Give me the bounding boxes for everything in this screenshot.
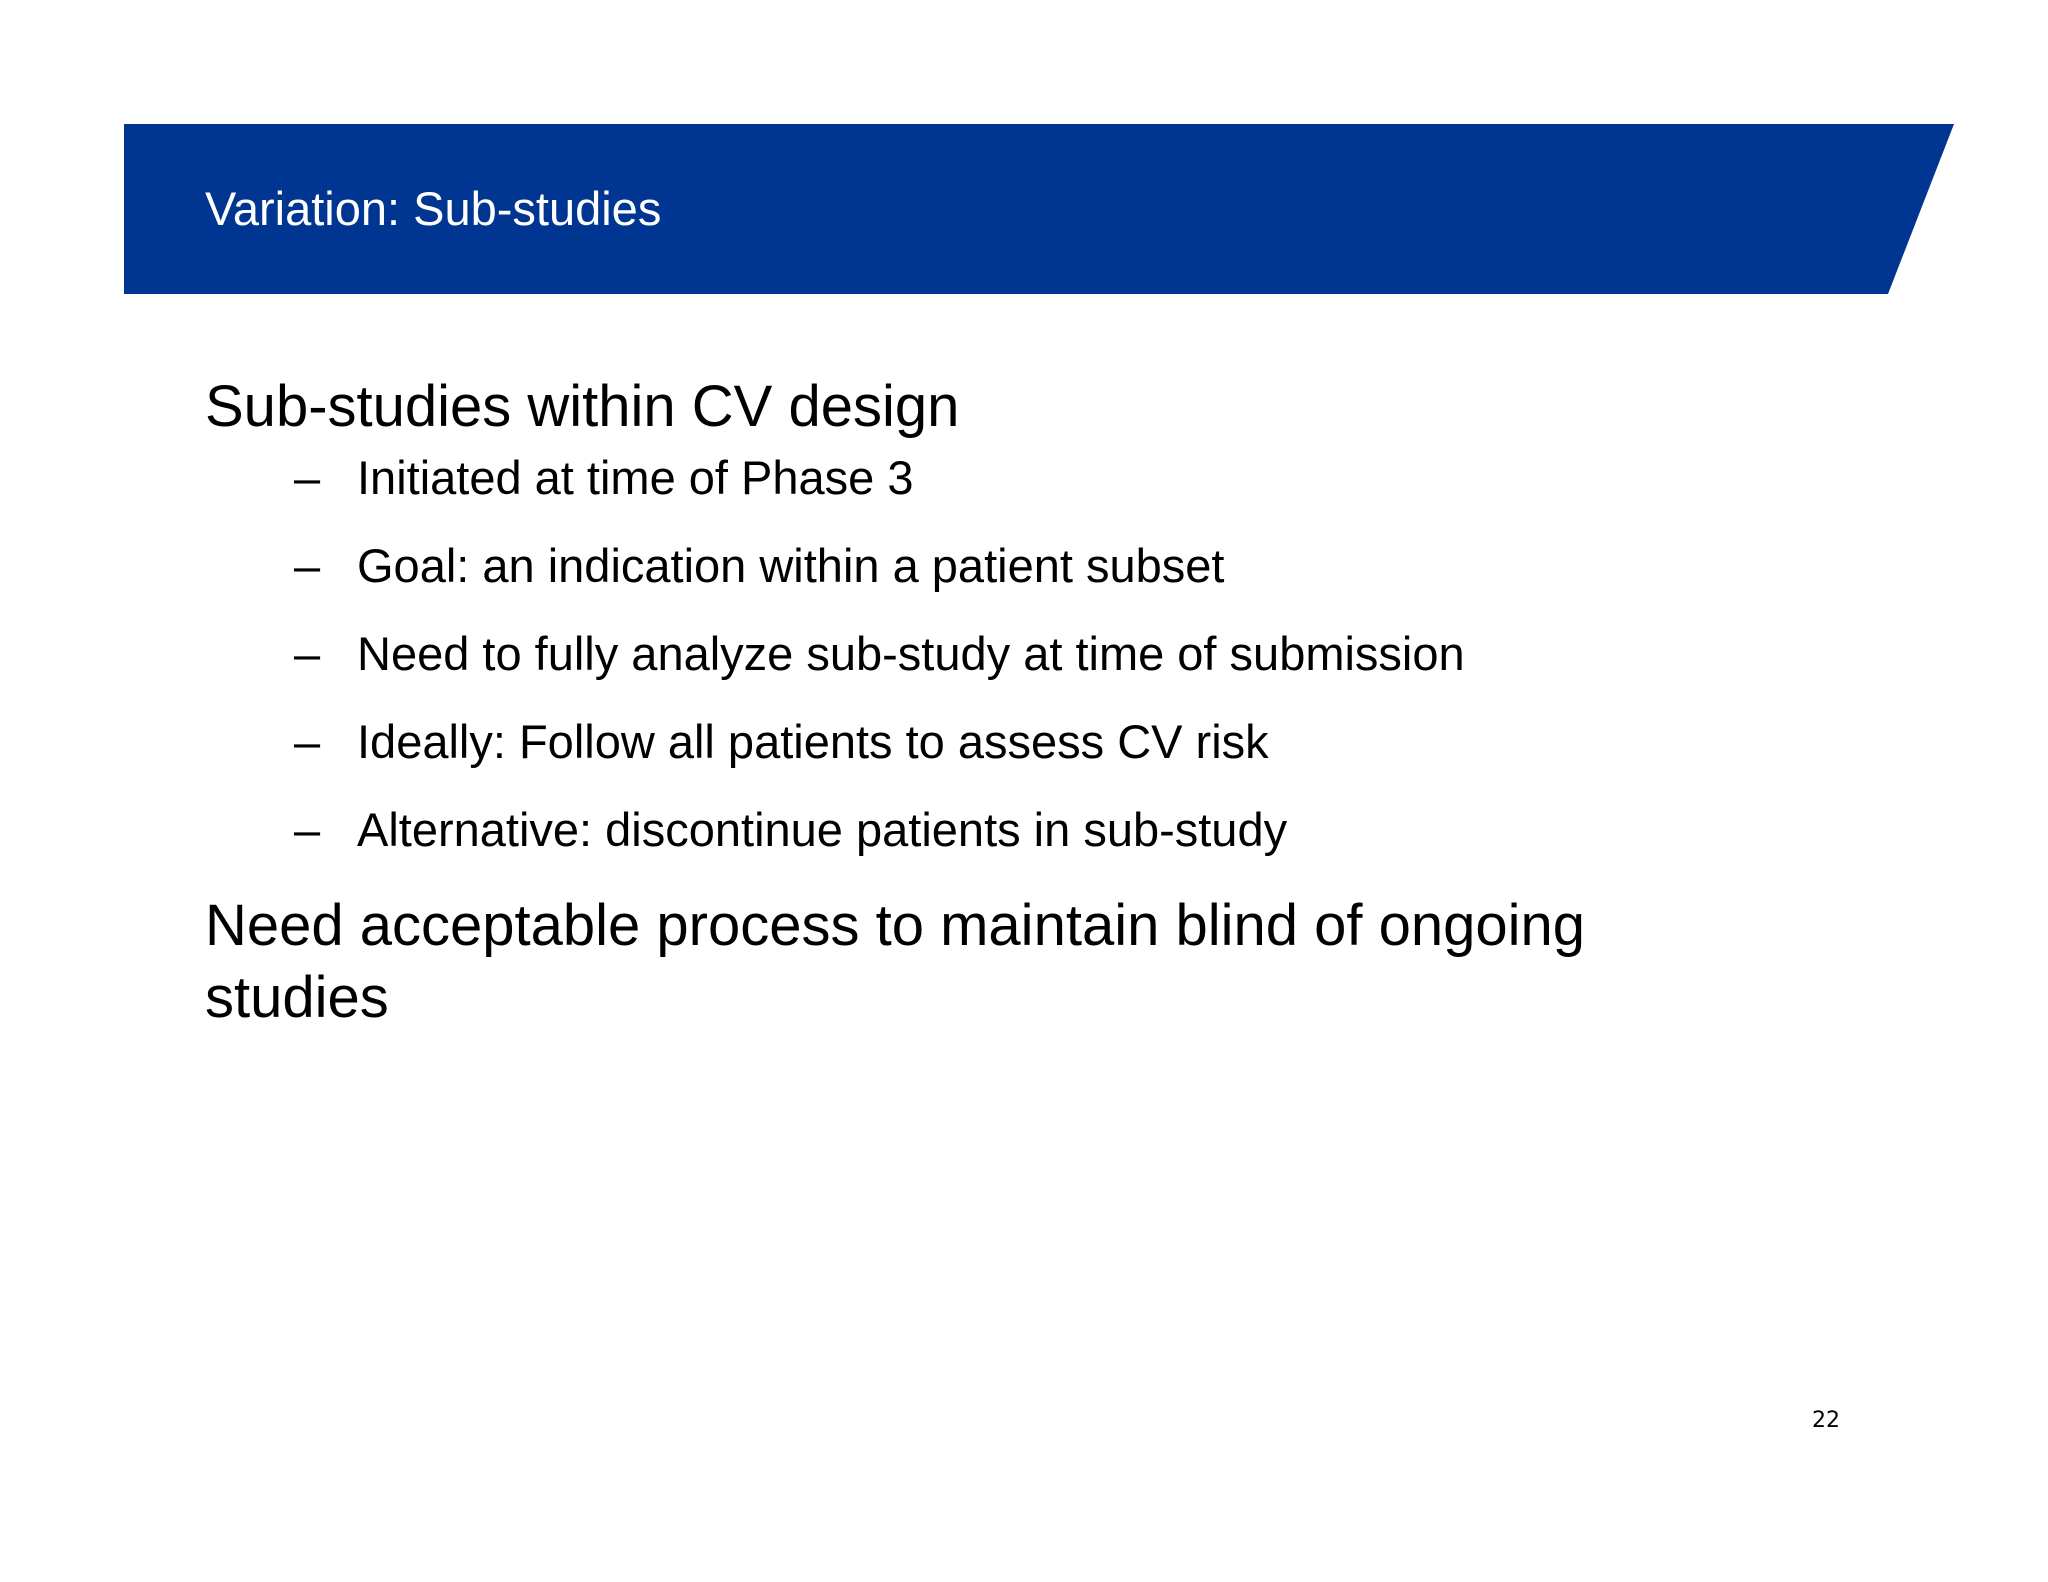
- sub-bullet-text: Alternative: discontinue patients in sub-study: [357, 803, 1288, 856]
- title-banner: [124, 124, 1954, 294]
- sub-bullet-item: [205, 450, 1765, 506]
- sub-bullet-item: [205, 714, 1765, 770]
- dash-bullet-glyph: –: [294, 803, 321, 856]
- sub-bullet-item: [205, 802, 1765, 858]
- sub-bullet-text: Initiated at time of Phase 3: [357, 451, 914, 504]
- dash-bullet-glyph: –: [294, 627, 321, 680]
- sub-bullet-text: Goal: an indication within a patient subset: [357, 539, 1225, 592]
- slide-content: [205, 372, 1765, 1034]
- sub-bullet-text: Ideally: Follow all patients to assess CV risk: [357, 715, 1269, 768]
- page-number: 22: [1812, 1408, 1840, 1433]
- dash-bullet-glyph: –: [294, 715, 321, 768]
- dash-bullet-glyph: –: [294, 451, 321, 504]
- sub-bullet-list: [205, 450, 1765, 858]
- slide-title: Variation: Sub-studies: [205, 182, 662, 235]
- bullet-main-2: Need acceptable process to maintain blind of ongoing studies: [205, 893, 1586, 1030]
- dash-bullet-glyph: –: [294, 539, 321, 592]
- sub-bullet-text: Need to fully analyze sub-study at time of submission: [357, 627, 1465, 680]
- sub-bullet-item: [205, 626, 1765, 682]
- sub-bullet-item: [205, 538, 1765, 594]
- bullet-main-1: Sub-studies within CV design: [205, 374, 960, 439]
